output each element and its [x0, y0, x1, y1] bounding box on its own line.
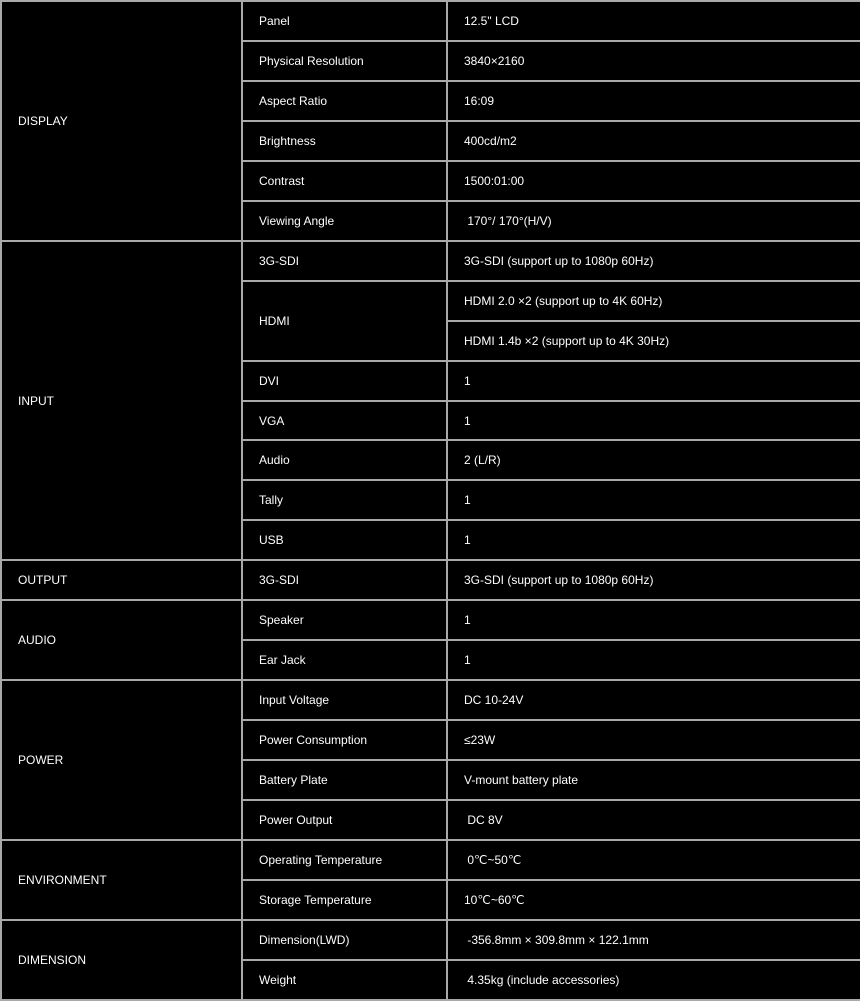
spec-value-cell: 16:09	[447, 81, 860, 121]
spec-value-cell: HDMI 1.4b ×2 (support up to 4K 30Hz)	[447, 321, 860, 361]
spec-value-cell: 1	[447, 520, 860, 560]
spec-value-cell: 1	[447, 361, 860, 401]
spec-value-cell: 3G-SDI (support up to 1080p 60Hz)	[447, 560, 860, 600]
spec-value-cell: 4.35kg (include accessories)	[447, 960, 860, 1000]
category-cell: ENVIRONMENT	[1, 840, 242, 920]
spec-value-cell: 1	[447, 480, 860, 520]
spec-label-cell: Tally	[242, 480, 447, 520]
spec-label-cell: Power Consumption	[242, 720, 447, 760]
table-row	[1, 680, 860, 720]
spec-label-cell: Weight	[242, 960, 447, 1000]
spec-value-cell: V-mount battery plate	[447, 760, 860, 800]
spec-label-cell: Contrast	[242, 161, 447, 201]
table-row	[1, 1, 860, 41]
spec-label-cell: Viewing Angle	[242, 201, 447, 241]
spec-label-cell: Battery Plate	[242, 760, 447, 800]
spec-label-cell: Aspect Ratio	[242, 81, 447, 121]
spec-label-cell: Speaker	[242, 600, 447, 640]
spec-value-cell: 3G-SDI (support up to 1080p 60Hz)	[447, 241, 860, 281]
spec-label-cell: Power Output	[242, 800, 447, 840]
spec-label-cell: Operating Temperature	[242, 840, 447, 880]
spec-value-cell: 1	[447, 640, 860, 680]
spec-label-cell: Physical Resolution	[242, 41, 447, 81]
category-cell: POWER	[1, 680, 242, 840]
table-row	[1, 560, 860, 600]
spec-value-cell: ≤23W	[447, 720, 860, 760]
table-row	[1, 920, 860, 960]
spec-label-cell: Audio	[242, 440, 447, 480]
spec-label-cell: Brightness	[242, 121, 447, 161]
spec-value-cell: 2 (L/R)	[447, 440, 860, 480]
spec-label-cell: Dimension(LWD)	[242, 920, 447, 960]
spec-label-cell: VGA	[242, 401, 447, 441]
category-cell: INPUT	[1, 241, 242, 561]
spec-label-cell: Storage Temperature	[242, 880, 447, 920]
category-cell: DIMENSION	[1, 920, 242, 1000]
spec-value-cell: 3840×2160	[447, 41, 860, 81]
spec-value-cell: 10℃~60℃	[447, 880, 860, 920]
spec-value-cell: 170°/ 170°(H/V)	[447, 201, 860, 241]
category-cell: AUDIO	[1, 600, 242, 680]
spec-value-cell: 400cd/m2	[447, 121, 860, 161]
spec-label-cell: DVI	[242, 361, 447, 401]
spec-table-body	[1, 1, 860, 1000]
table-row	[1, 241, 860, 281]
spec-value-cell: 1	[447, 401, 860, 441]
table-row	[1, 600, 860, 640]
spec-value-cell: DC 10-24V	[447, 680, 860, 720]
spec-label-cell: Input Voltage	[242, 680, 447, 720]
spec-value-cell: 0℃~50℃	[447, 840, 860, 880]
spec-label-cell: 3G-SDI	[242, 560, 447, 600]
spec-label-cell: HDMI	[242, 281, 447, 361]
spec-value-cell: HDMI 2.0 ×2 (support up to 4K 60Hz)	[447, 281, 860, 321]
spec-value-cell: 1	[447, 600, 860, 640]
spec-value-cell: -356.8mm × 309.8mm × 122.1mm	[447, 920, 860, 960]
spec-label-cell: Ear Jack	[242, 640, 447, 680]
spec-label-cell: 3G-SDI	[242, 241, 447, 281]
category-cell: OUTPUT	[1, 560, 242, 600]
spec-label-cell: USB	[242, 520, 447, 560]
spec-value-cell: DC 8V	[447, 800, 860, 840]
spec-value-cell: 1500:01:00	[447, 161, 860, 201]
spec-value-cell: 12.5" LCD	[447, 1, 860, 41]
category-cell: DISPLAY	[1, 1, 242, 241]
table-row	[1, 840, 860, 880]
spec-label-cell: Panel	[242, 1, 447, 41]
